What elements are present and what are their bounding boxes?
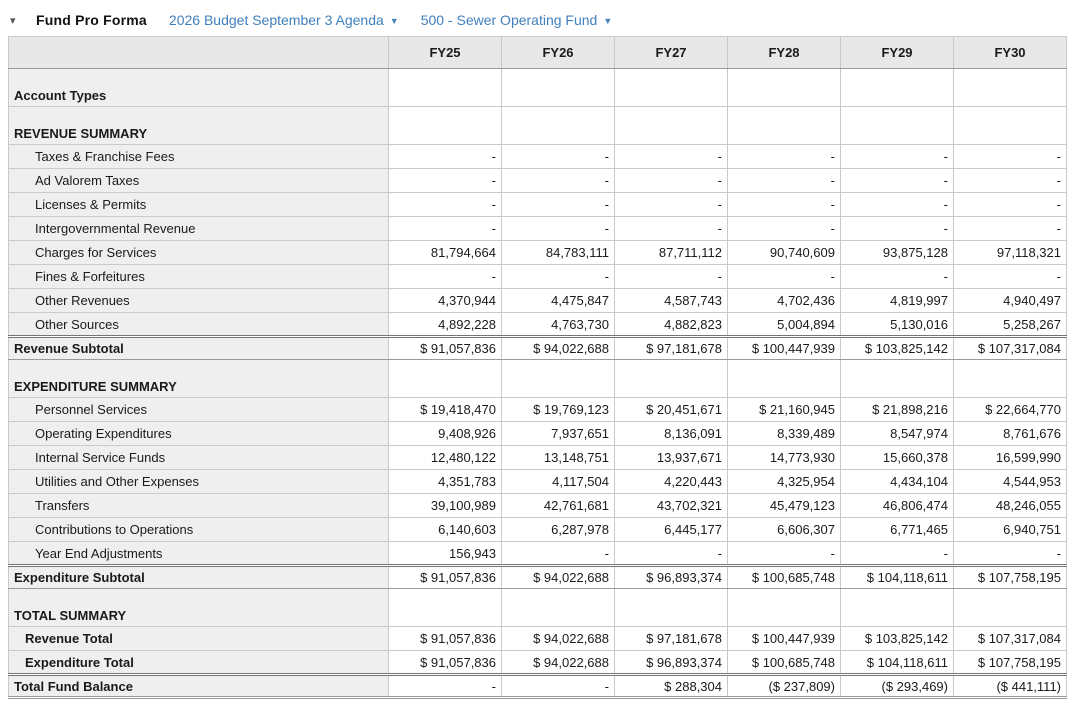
row-label: Account Types bbox=[9, 69, 389, 107]
row-label: TOTAL SUMMARY bbox=[9, 589, 389, 627]
value-cell: $ 288,304 bbox=[615, 675, 728, 698]
value-cell: $ 21,898,216 bbox=[841, 398, 954, 422]
table-row-operating-expenditures bbox=[9, 422, 1067, 446]
value-cell: $ 103,825,142 bbox=[841, 337, 954, 360]
value-cell: $ 100,447,939 bbox=[728, 627, 841, 651]
value-cell: 4,475,847 bbox=[502, 289, 615, 313]
value-cell: 14,773,930 bbox=[728, 446, 841, 470]
row-label-header bbox=[9, 37, 389, 69]
value-cell: $ 97,181,678 bbox=[615, 627, 728, 651]
value-cell bbox=[728, 69, 841, 107]
collapse-icon[interactable]: ▾ bbox=[10, 14, 16, 27]
value-cell: 8,339,489 bbox=[728, 422, 841, 446]
value-cell: 4,587,743 bbox=[615, 289, 728, 313]
value-cell bbox=[502, 69, 615, 107]
row-label: Operating Expenditures bbox=[9, 422, 389, 446]
value-cell: 46,806,474 bbox=[841, 494, 954, 518]
value-cell: $ 20,451,671 bbox=[615, 398, 728, 422]
value-cell: $ 94,022,688 bbox=[502, 566, 615, 589]
value-cell: $ 100,685,748 bbox=[728, 651, 841, 675]
value-cell: 6,606,307 bbox=[728, 518, 841, 542]
table-row-personnel-services bbox=[9, 398, 1067, 422]
row-label: Personnel Services bbox=[9, 398, 389, 422]
value-cell: ($ 441,111) bbox=[954, 675, 1067, 698]
value-cell: - bbox=[389, 145, 502, 169]
value-cell bbox=[954, 107, 1067, 145]
value-cell: 13,148,751 bbox=[502, 446, 615, 470]
table-row-licenses-permits bbox=[9, 193, 1067, 217]
value-cell: 5,258,267 bbox=[954, 313, 1067, 337]
value-cell: - bbox=[389, 169, 502, 193]
value-cell bbox=[841, 69, 954, 107]
value-cell: 6,940,751 bbox=[954, 518, 1067, 542]
value-cell: $ 107,317,084 bbox=[954, 627, 1067, 651]
table-row-other-sources bbox=[9, 313, 1067, 337]
row-label: Revenue Total bbox=[9, 627, 389, 651]
row-label: EXPENDITURE SUMMARY bbox=[9, 360, 389, 398]
table-row-revenue-total bbox=[9, 627, 1067, 651]
budget-dropdown-label: 2026 Budget September 3 Agenda bbox=[168, 12, 384, 28]
value-cell: - bbox=[841, 217, 954, 241]
value-cell: $ 91,057,836 bbox=[389, 566, 502, 589]
value-cell: - bbox=[615, 542, 728, 566]
table-container bbox=[0, 36, 1068, 699]
table-row-contributions-to-operations bbox=[9, 518, 1067, 542]
value-cell: - bbox=[502, 169, 615, 193]
table-row-ad-valorem-taxes bbox=[9, 169, 1067, 193]
table-row-expenditure-subtotal bbox=[9, 566, 1067, 589]
value-cell: 6,771,465 bbox=[841, 518, 954, 542]
row-label: Taxes & Franchise Fees bbox=[9, 145, 389, 169]
value-cell: $ 107,317,084 bbox=[954, 337, 1067, 360]
value-cell: - bbox=[841, 265, 954, 289]
chevron-down-icon: ▼ bbox=[389, 16, 399, 26]
row-label: Contributions to Operations bbox=[9, 518, 389, 542]
value-cell: 156,943 bbox=[389, 542, 502, 566]
table-row-revenue-subtotal bbox=[9, 337, 1067, 360]
table-row-expenditure-total bbox=[9, 651, 1067, 675]
value-cell bbox=[389, 107, 502, 145]
value-cell bbox=[728, 107, 841, 145]
value-cell bbox=[502, 107, 615, 145]
value-cell: 7,937,651 bbox=[502, 422, 615, 446]
value-cell: $ 100,447,939 bbox=[728, 337, 841, 360]
chevron-down-icon: ▼ bbox=[603, 16, 613, 26]
row-label: REVENUE SUMMARY bbox=[9, 107, 389, 145]
value-cell: 48,246,055 bbox=[954, 494, 1067, 518]
value-cell: $ 94,022,688 bbox=[502, 651, 615, 675]
table-row-year-end-adjustments bbox=[9, 542, 1067, 566]
value-cell: $ 19,769,123 bbox=[502, 398, 615, 422]
value-cell: 4,325,954 bbox=[728, 470, 841, 494]
value-cell: - bbox=[615, 217, 728, 241]
value-cell: 84,783,111 bbox=[502, 241, 615, 265]
table-row-intergovernmental-revenue bbox=[9, 217, 1067, 241]
page-title: Fund Pro Forma bbox=[36, 12, 147, 28]
value-cell: 4,819,997 bbox=[841, 289, 954, 313]
value-cell: 4,940,497 bbox=[954, 289, 1067, 313]
row-label: Other Revenues bbox=[9, 289, 389, 313]
value-cell: 4,702,436 bbox=[728, 289, 841, 313]
value-cell: - bbox=[389, 265, 502, 289]
table-row-fines-forfeitures bbox=[9, 265, 1067, 289]
table-header-row bbox=[9, 37, 1067, 69]
value-cell: 6,140,603 bbox=[389, 518, 502, 542]
value-cell: 13,937,671 bbox=[615, 446, 728, 470]
value-cell: - bbox=[615, 145, 728, 169]
value-cell: - bbox=[954, 145, 1067, 169]
row-label: Ad Valorem Taxes bbox=[9, 169, 389, 193]
row-label: Transfers bbox=[9, 494, 389, 518]
column-header-fy27: FY27 bbox=[615, 37, 728, 69]
value-cell: 97,118,321 bbox=[954, 241, 1067, 265]
value-cell: - bbox=[389, 217, 502, 241]
value-cell: 8,547,974 bbox=[841, 422, 954, 446]
value-cell: - bbox=[954, 169, 1067, 193]
value-cell: 6,445,177 bbox=[615, 518, 728, 542]
value-cell bbox=[841, 360, 954, 398]
value-cell bbox=[389, 589, 502, 627]
value-cell: $ 96,893,374 bbox=[615, 566, 728, 589]
value-cell: - bbox=[502, 217, 615, 241]
value-cell: $ 104,118,611 bbox=[841, 651, 954, 675]
value-cell bbox=[615, 360, 728, 398]
value-cell: $ 103,825,142 bbox=[841, 627, 954, 651]
value-cell: 15,660,378 bbox=[841, 446, 954, 470]
value-cell: $ 91,057,836 bbox=[389, 337, 502, 360]
row-label: Intergovernmental Revenue bbox=[9, 217, 389, 241]
row-label: Revenue Subtotal bbox=[9, 337, 389, 360]
row-label: Fines & Forfeitures bbox=[9, 265, 389, 289]
value-cell: - bbox=[954, 542, 1067, 566]
table-row-internal-service-funds bbox=[9, 446, 1067, 470]
value-cell: $ 107,758,195 bbox=[954, 566, 1067, 589]
value-cell: $ 22,664,770 bbox=[954, 398, 1067, 422]
value-cell: $ 91,057,836 bbox=[389, 627, 502, 651]
value-cell: 90,740,609 bbox=[728, 241, 841, 265]
row-label: Charges for Services bbox=[9, 241, 389, 265]
fund-dropdown[interactable] bbox=[421, 12, 613, 28]
value-cell bbox=[389, 360, 502, 398]
column-header-fy29: FY29 bbox=[841, 37, 954, 69]
value-cell: 4,763,730 bbox=[502, 313, 615, 337]
value-cell: - bbox=[502, 542, 615, 566]
value-cell: - bbox=[502, 675, 615, 698]
value-cell: 4,544,953 bbox=[954, 470, 1067, 494]
value-cell: 45,479,123 bbox=[728, 494, 841, 518]
value-cell: 4,117,504 bbox=[502, 470, 615, 494]
table-row-total-summary bbox=[9, 589, 1067, 627]
row-label: Other Sources bbox=[9, 313, 389, 337]
value-cell: 8,761,676 bbox=[954, 422, 1067, 446]
value-cell: - bbox=[502, 193, 615, 217]
row-label: Expenditure Subtotal bbox=[9, 566, 389, 589]
value-cell: - bbox=[728, 265, 841, 289]
row-label: Utilities and Other Expenses bbox=[9, 470, 389, 494]
value-cell: - bbox=[502, 145, 615, 169]
row-label: Year End Adjustments bbox=[9, 542, 389, 566]
value-cell bbox=[615, 589, 728, 627]
value-cell: 87,711,112 bbox=[615, 241, 728, 265]
value-cell: - bbox=[502, 265, 615, 289]
table-row-transfers bbox=[9, 494, 1067, 518]
value-cell: - bbox=[954, 265, 1067, 289]
value-cell: 9,408,926 bbox=[389, 422, 502, 446]
value-cell bbox=[615, 107, 728, 145]
value-cell: - bbox=[841, 169, 954, 193]
table-row-utilities-and-other-expenses bbox=[9, 470, 1067, 494]
value-cell: - bbox=[389, 675, 502, 698]
column-header-fy26: FY26 bbox=[502, 37, 615, 69]
value-cell: - bbox=[841, 193, 954, 217]
value-cell: ($ 237,809) bbox=[728, 675, 841, 698]
value-cell: $ 91,057,836 bbox=[389, 651, 502, 675]
value-cell bbox=[728, 360, 841, 398]
value-cell bbox=[954, 589, 1067, 627]
value-cell: 5,130,016 bbox=[841, 313, 954, 337]
value-cell: - bbox=[728, 542, 841, 566]
fund-dropdown-label: 500 - Sewer Operating Fund bbox=[420, 12, 598, 28]
value-cell: 4,351,783 bbox=[389, 470, 502, 494]
value-cell: - bbox=[841, 542, 954, 566]
value-cell: 93,875,128 bbox=[841, 241, 954, 265]
value-cell: $ 97,181,678 bbox=[615, 337, 728, 360]
column-header-fy25: FY25 bbox=[389, 37, 502, 69]
value-cell: $ 21,160,945 bbox=[728, 398, 841, 422]
value-cell: 39,100,989 bbox=[389, 494, 502, 518]
value-cell: $ 94,022,688 bbox=[502, 627, 615, 651]
value-cell bbox=[841, 589, 954, 627]
table-row-revenue-summary bbox=[9, 107, 1067, 145]
value-cell: 4,892,228 bbox=[389, 313, 502, 337]
value-cell: 5,004,894 bbox=[728, 313, 841, 337]
value-cell: 4,220,443 bbox=[615, 470, 728, 494]
value-cell: - bbox=[615, 265, 728, 289]
value-cell: - bbox=[954, 193, 1067, 217]
value-cell: $ 104,118,611 bbox=[841, 566, 954, 589]
table-row-taxes-franchise-fees bbox=[9, 145, 1067, 169]
value-cell: $ 107,758,195 bbox=[954, 651, 1067, 675]
value-cell: - bbox=[954, 217, 1067, 241]
value-cell bbox=[502, 360, 615, 398]
value-cell: - bbox=[841, 145, 954, 169]
value-cell bbox=[841, 107, 954, 145]
value-cell: 81,794,664 bbox=[389, 241, 502, 265]
table-row-total-fund-balance bbox=[9, 675, 1067, 698]
value-cell: $ 96,893,374 bbox=[615, 651, 728, 675]
value-cell: 12,480,122 bbox=[389, 446, 502, 470]
value-cell: 16,599,990 bbox=[954, 446, 1067, 470]
value-cell bbox=[502, 589, 615, 627]
value-cell: 4,434,104 bbox=[841, 470, 954, 494]
table-body bbox=[9, 69, 1067, 698]
value-cell: 6,287,978 bbox=[502, 518, 615, 542]
value-cell: $ 100,685,748 bbox=[728, 566, 841, 589]
value-cell: - bbox=[615, 169, 728, 193]
value-cell bbox=[615, 69, 728, 107]
column-header-fy28: FY28 bbox=[728, 37, 841, 69]
value-cell: 8,136,091 bbox=[615, 422, 728, 446]
table-row-charges-for-services bbox=[9, 241, 1067, 265]
budget-dropdown[interactable] bbox=[169, 12, 399, 28]
value-cell: 43,702,321 bbox=[615, 494, 728, 518]
value-cell bbox=[954, 360, 1067, 398]
value-cell: - bbox=[728, 145, 841, 169]
toolbar bbox=[0, 0, 1068, 36]
row-label: Licenses & Permits bbox=[9, 193, 389, 217]
value-cell: - bbox=[728, 169, 841, 193]
value-cell: 4,370,944 bbox=[389, 289, 502, 313]
value-cell bbox=[728, 589, 841, 627]
value-cell: $ 19,418,470 bbox=[389, 398, 502, 422]
value-cell: ($ 293,469) bbox=[841, 675, 954, 698]
value-cell: 4,882,823 bbox=[615, 313, 728, 337]
value-cell bbox=[389, 69, 502, 107]
column-header-fy30: FY30 bbox=[954, 37, 1067, 69]
table-row-other-revenues bbox=[9, 289, 1067, 313]
row-label: Internal Service Funds bbox=[9, 446, 389, 470]
value-cell: $ 94,022,688 bbox=[502, 337, 615, 360]
value-cell: - bbox=[389, 193, 502, 217]
value-cell: 42,761,681 bbox=[502, 494, 615, 518]
value-cell: - bbox=[728, 193, 841, 217]
value-cell: - bbox=[728, 217, 841, 241]
table-row-account-types bbox=[9, 69, 1067, 107]
value-cell bbox=[954, 69, 1067, 107]
value-cell: - bbox=[615, 193, 728, 217]
row-label: Expenditure Total bbox=[9, 651, 389, 675]
fund-pro-forma-table bbox=[8, 36, 1067, 699]
table-row-expenditure-summary bbox=[9, 360, 1067, 398]
row-label: Total Fund Balance bbox=[9, 675, 389, 698]
